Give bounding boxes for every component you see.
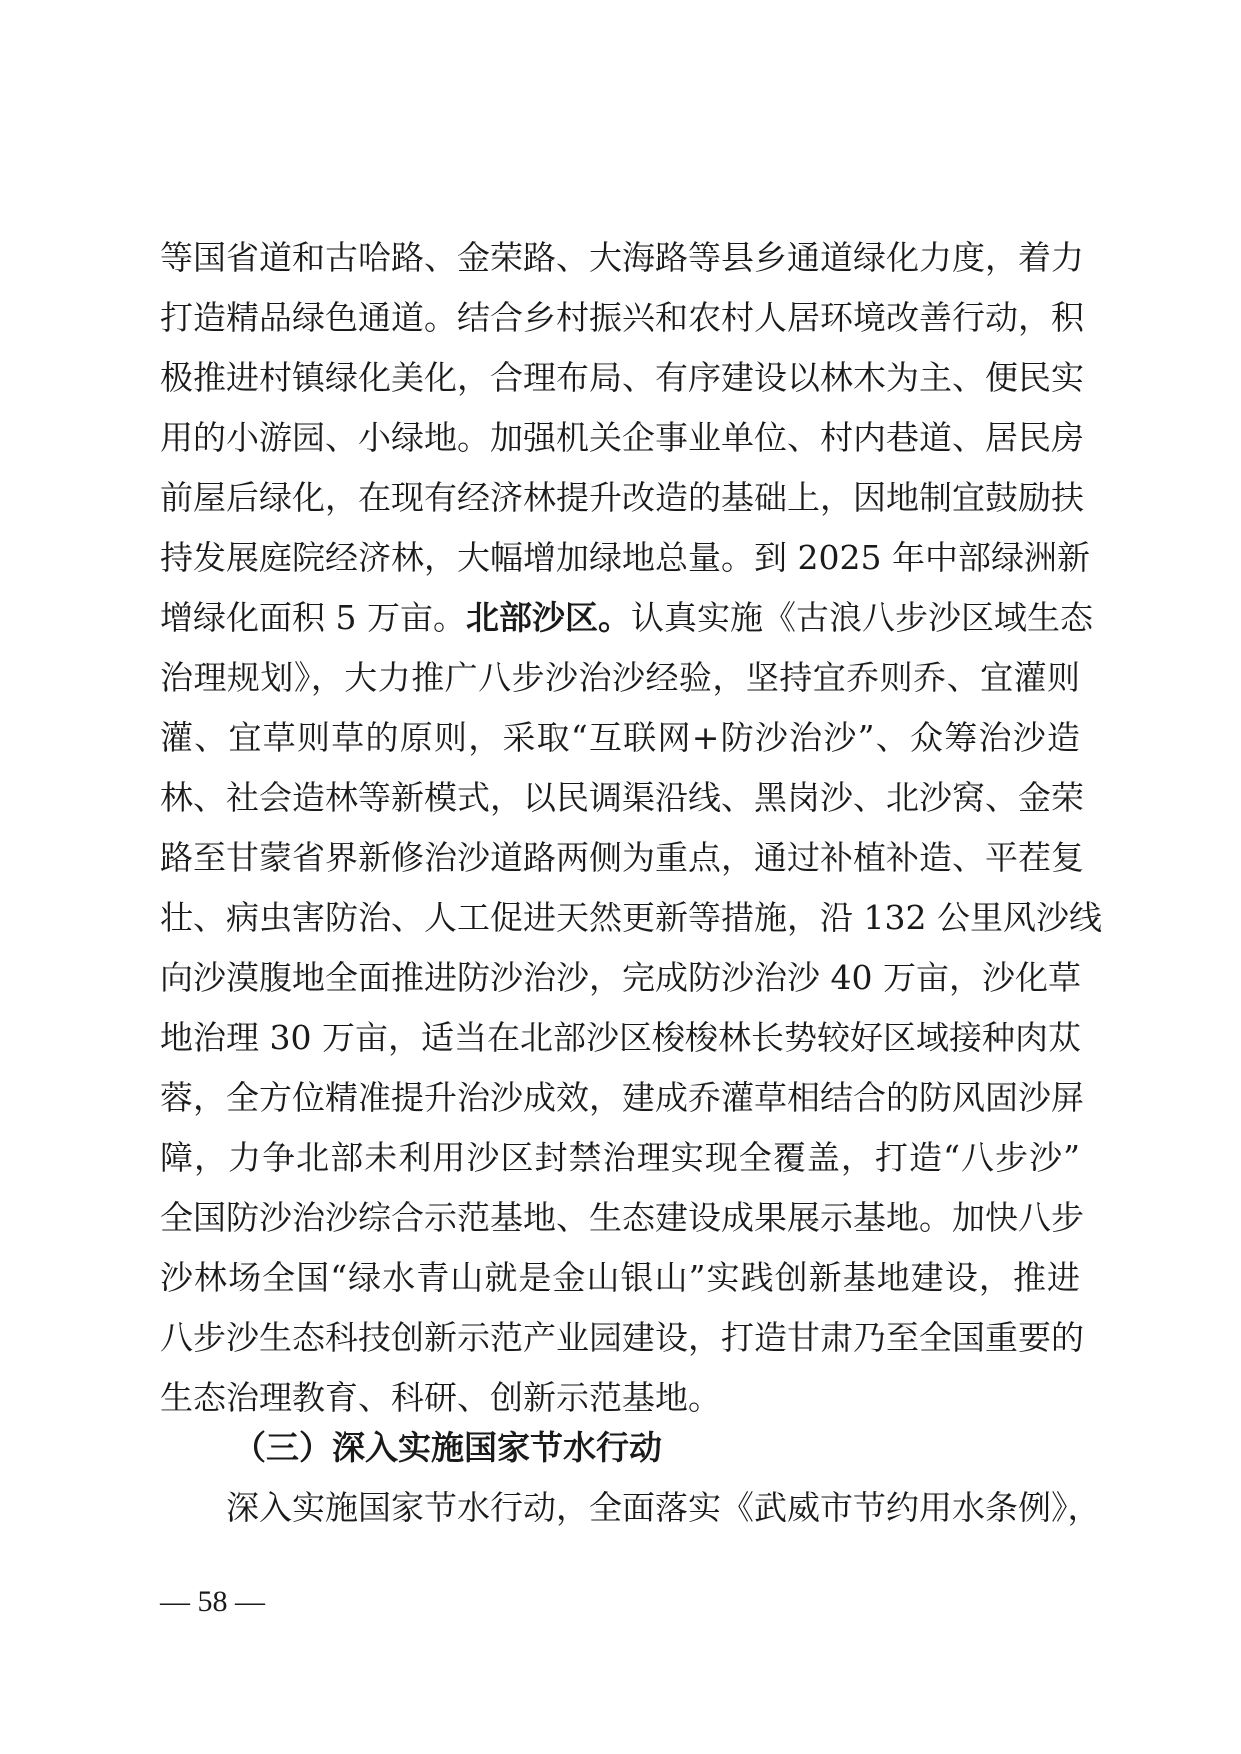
text-line-13: 向沙漠腹地全面推进防沙治沙，完成防沙治沙 40 万亩，沙化草 <box>160 958 1081 997</box>
text-line-12: 壮、病虫害防治、人工促进天然更新等措施，沿 132 公里风沙线 <box>160 898 1102 937</box>
inline-heading-north-sand-area: 北部沙区。 <box>465 598 631 637</box>
text-line-16: 障，力争北部未利用沙区封禁治理实现全覆盖，打造“八步沙” <box>160 1138 1080 1177</box>
text-line-1: 等国省道和古哈路、金荣路、大海路等县乡通道绿化力度，着力 <box>160 238 1084 277</box>
text-line-14: 地治理 30 万亩，适当在北部沙区梭梭林长势较好区域接种肉苁 <box>160 1018 1081 1057</box>
page-number: — 58 — <box>160 1585 265 1618</box>
section-heading: （三）深入实施国家节水行动 <box>233 1428 662 1467</box>
text-line-next: 深入实施国家节水行动，全面落实《武威市节约用水条例》， <box>226 1488 1101 1527</box>
text-line-8: 治理规划》，大力推广八步沙治沙经验，坚持宜乔则乔、宜灌则 <box>160 658 1080 697</box>
text-line-5: 前屋后绿化，在现有经济林提升改造的基础上，因地制宜鼓励扶 <box>160 478 1084 517</box>
text-line-2: 打造精品绿色通道。结合乡村振兴和农村人居环境改善行动，积 <box>160 298 1084 337</box>
next-paragraph <box>160 1478 1101 1538</box>
text-line-17: 全国防沙治沙综合示范基地、生态建设成果展示基地。加快八步 <box>160 1198 1084 1237</box>
text-line-7: 增绿化面积 5 万亩。北部沙区。认真实施《古浪八步沙区域生态 <box>160 598 1093 637</box>
text-line-15: 蓉，全方位精准提升治沙成效，建成乔灌草相结合的防风固沙屏 <box>160 1078 1084 1117</box>
text-line-20: 生态治理教育、科研、创新示范基地。 <box>160 1378 721 1417</box>
text-line-9: 灌、宜草则草的原则，采取“互联网+防沙治沙”、众筹治沙造 <box>160 718 1080 757</box>
text-line-6: 持发展庭院经济林，大幅增加绿地总量。到 2025 年中部绿洲新 <box>160 538 1090 577</box>
text-line-19: 八步沙生态科技创新示范产业园建设，打造甘肃乃至全国重要的 <box>160 1318 1084 1357</box>
body-paragraph <box>160 228 1102 1428</box>
text-line-10: 林、社会造林等新模式，以民调渠沿线、黑岗沙、北沙窝、金荣 <box>160 778 1084 817</box>
text-line-3: 极推进村镇绿化美化，合理布局、有序建设以林木为主、便民实 <box>160 358 1084 397</box>
text-line-4: 用的小游园、小绿地。加强机关企事业单位、村内巷道、居民房 <box>160 418 1084 457</box>
text-line-18: 沙林场全国“绿水青山就是金山银山”实践创新基地建设，推进 <box>160 1258 1080 1297</box>
text-line-11: 路至甘蒙省界新修治沙道路两侧为重点，通过补植补造、平茬复 <box>160 838 1084 877</box>
